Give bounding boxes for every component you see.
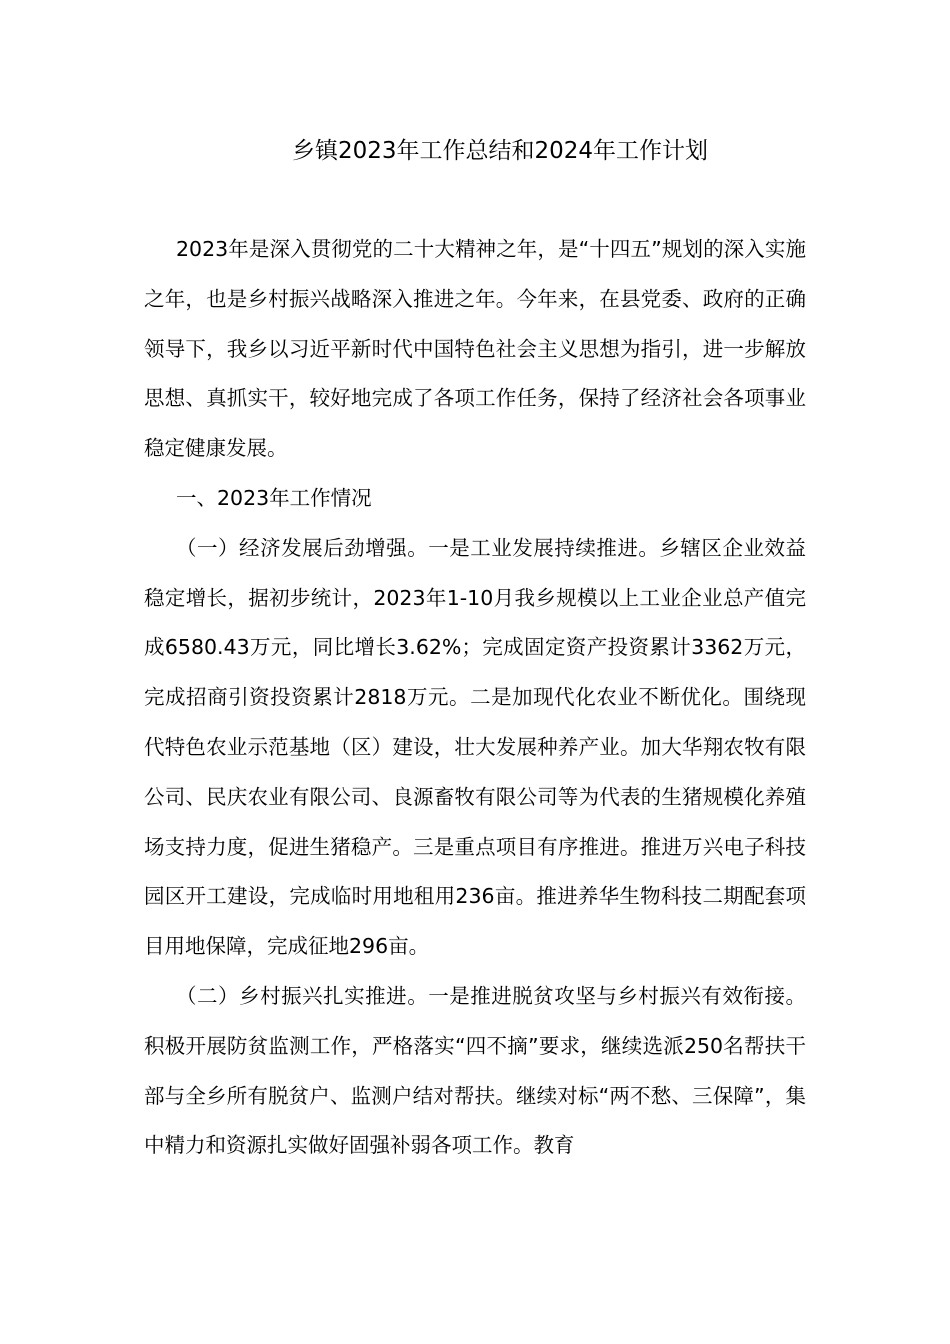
rural-revitalization-paragraph: （二）乡村振兴扎实推进。一是推进脱贫攻坚与乡村振兴有效衔接。积极开展防贫监测工作，严格落实“四不摘”要求，继续选派250名帮扶干部与全乡所有脱贫户、监测户结对帮扶。继续对标“两不愁、三保障”，集中精力和资源扎实做好固强补弱各项工作。教育 (144, 983, 806, 1158)
intro-paragraph: 2023年是深入贯彻党的二十大精神之年，是“十四五”规划的深入实施之年，也是乡村振兴战略深入推进之年。今年来，在县党委、政府的正确领导下，我乡以习近平新时代中国特色社会主义思想为指引，进一步解放思想、真抓实干，较好地完成了各项工作任务，保持了经济社会各项事业稳定健康发展。 (144, 237, 806, 461)
document-title: 乡镇2023年工作总结和2024年工作计划 (291, 138, 709, 164)
section-heading-2023-work: 一、2023年工作情况 (176, 485, 372, 510)
economic-development-paragraph: （一）经济发展后劲增强。一是工业发展持续推进。乡辖区企业效益稳定增长，据初步统计，2023年1-10月我乡规模以上工业企业总产值完成6580.43万元，同比增长3.62%；完成固定资产投资累计3362万元，完成招商引资投资累计2818万元。二是加现代化农业不断优化。围绕现代特色农业示范基地（区）建设，壮大发展种养产业。加大华翔农牧有限公司、民庆农业有限公司、良源畜牧有限公司等为代表的生猪规模化养殖场支持力度，促进生猪稳产。三是重点项目有序推进。推进万兴电子科技园区开工建设，完成临时用地租用236亩。推进养华生物科技二期配套项目用地保障，完成征地296亩。 (144, 535, 806, 959)
document-body (144, 225, 806, 1171)
